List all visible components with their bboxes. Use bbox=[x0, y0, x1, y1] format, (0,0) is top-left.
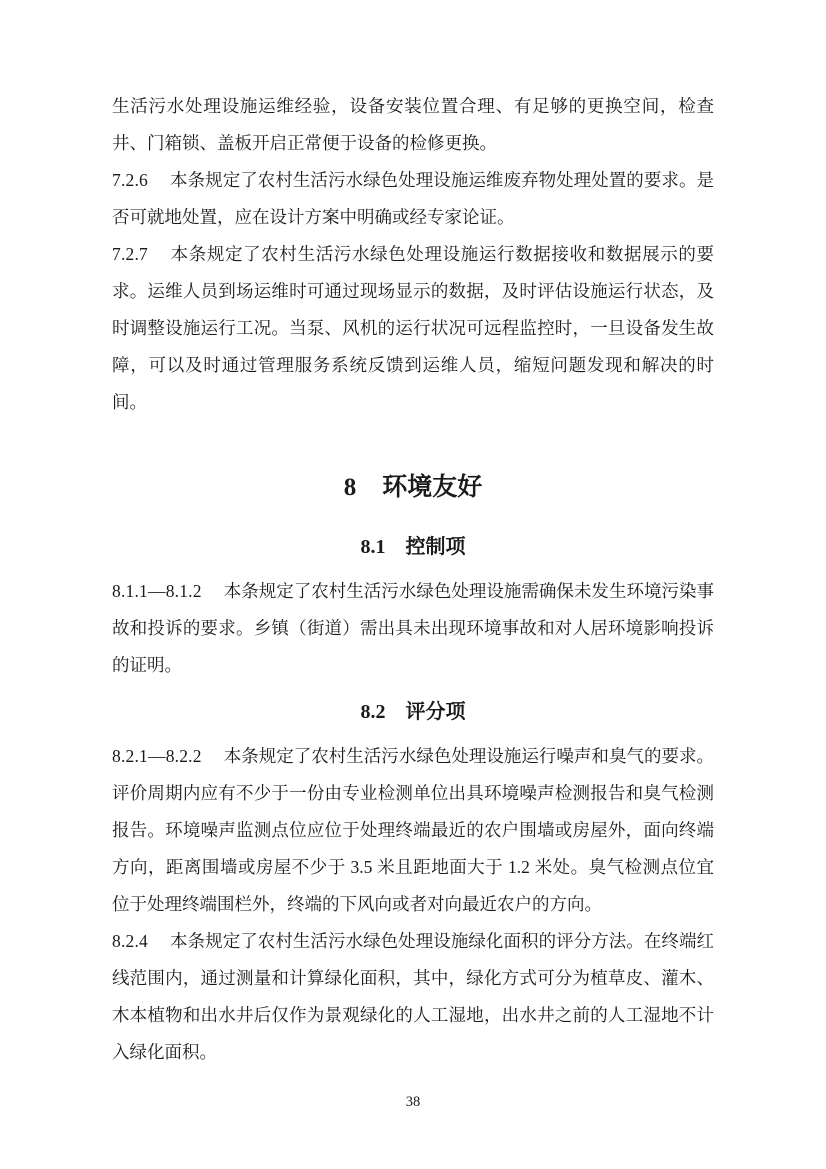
paragraph-text: 本条规定了农村生活污水绿色处理设施运维废弃物处理处置的要求。是否可就地处置，应在设计方案中明确或经专家论证。 bbox=[112, 170, 714, 227]
subsection-number: 8.2 bbox=[360, 701, 386, 723]
clause-number: 8.1.1—8.1.2 bbox=[112, 581, 202, 601]
clause-number: 8.2.4 bbox=[112, 931, 148, 951]
clause-number: 8.2.1—8.2.2 bbox=[112, 746, 202, 766]
paragraph-text: 本条规定了农村生活污水绿色处理设施需确保未发生环境污染事故和投诉的要求。乡镇（街道）需出具未出现环境事故和对人居环境影响投诉的证明。 bbox=[112, 581, 714, 675]
paragraph-8-1-1 bbox=[112, 573, 714, 684]
paragraph-text: 本条规定了农村生活污水绿色处理设施运行数据接收和数据展示的要求。运维人员到场运维时可通过现场显示的数据，及时评估设施运行状态，及时调整设施运行工况。当泵、风机的运行状况可远程监控时，一旦设备发生故障，可以及时通过管理服务系统反馈到运维人员，缩短问题发现和解决的时间。 bbox=[112, 244, 714, 412]
subsection-title-text: 控制项 bbox=[405, 536, 466, 558]
page-number: 38 bbox=[405, 1094, 421, 1110]
paragraph-7-2-7 bbox=[112, 236, 714, 421]
paragraph-text: 本条规定了农村生活污水绿色处理设施运行噪声和臭气的要求。评价周期内应有不少于一份由专业检测单位出具环境噪声检测报告和臭气检测报告。环境噪声监测点位应位于处理终端最近的农户围墙或房屋外，面向终端方向，距离围墙或房屋不少于 3.5 米且距地面大于 1.2 米处。臭气检测点位宜位于处理终端围栏外，终端的下风向或者对向最近农户的方向。 bbox=[112, 746, 714, 914]
subsection-heading-8-2 bbox=[112, 692, 714, 732]
subsection-heading-8-1 bbox=[112, 527, 714, 567]
section-title-text: 环境友好 bbox=[382, 474, 483, 501]
section-number: 8 bbox=[343, 474, 357, 501]
clause-number: 7.2.7 bbox=[112, 244, 148, 264]
paragraph-continued bbox=[112, 88, 714, 162]
paragraph-text: 生活污水处理设施运维经验，设备安装位置合理、有足够的更换空间，检查井、门箱锁、盖板开启正常便于设备的检修更换。 bbox=[112, 96, 714, 153]
paragraph-8-2-1 bbox=[112, 738, 714, 923]
clause-number: 7.2.6 bbox=[112, 170, 148, 190]
section-heading bbox=[112, 467, 714, 509]
paragraph-8-2-4 bbox=[112, 923, 714, 1071]
paragraph-text: 本条规定了农村生活污水绿色处理设施绿化面积的评分方法。在终端红线范围内，通过测量和计算绿化面积，其中，绿化方式可分为植草皮、灌木、木本植物和出水井后仅作为景观绿化的人工湿地，出水井之前的人工湿地不计入绿化面积。 bbox=[112, 931, 714, 1062]
paragraph-7-2-6 bbox=[112, 162, 714, 236]
subsection-title-text: 评分项 bbox=[405, 701, 466, 723]
subsection-number: 8.1 bbox=[360, 536, 386, 558]
